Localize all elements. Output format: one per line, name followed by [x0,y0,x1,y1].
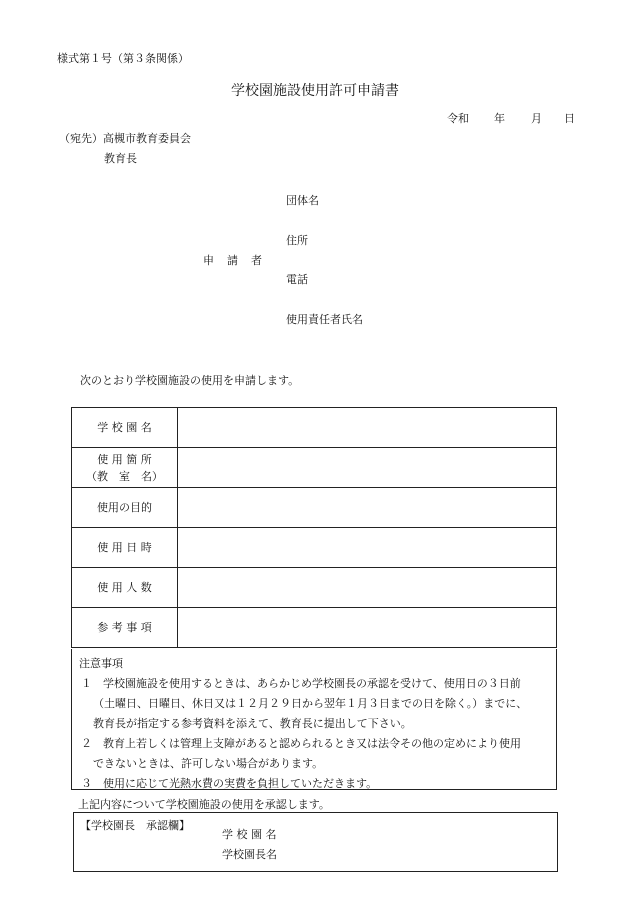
table-row [72,528,557,568]
address-field[interactable]: 住所 [286,234,308,247]
responsible-person-field[interactable]: 使用責任者氏名 [286,313,363,326]
row-label: 使 用 日 時 [72,528,178,568]
row-label: 使 用 人 数 [72,568,178,608]
applicant-label: 申 請 者 [203,254,263,267]
date-year-field[interactable]: 年 [494,112,505,125]
date-day-field[interactable]: 日 [564,112,575,125]
purpose-cell[interactable] [178,488,557,528]
remarks-cell[interactable] [178,608,557,648]
date-era: 令和 [447,112,469,125]
datetime-cell[interactable] [178,528,557,568]
headcount-cell[interactable] [178,568,557,608]
intro-text: 次のとおり学校園施設の使用を申請します。 [80,374,300,387]
notes-heading: 注意事項 [79,657,123,670]
note-line: できないときは、許可しない場合があります。 [93,757,324,770]
school-name-cell[interactable] [178,408,557,448]
approval-box [73,812,558,872]
application-table [71,407,557,648]
row-label: 参 考 事 項 [72,608,178,648]
note-line: ２ 教育上若しくは管理上支障があると認められるとき又は法令その他の定めにより使用 [81,737,521,750]
approval-box-label: 【学校園長 承認欄】 [80,819,190,832]
row-label: 使 用 箇 所 （教 室 名） [72,448,178,488]
group-name-field[interactable]: 団体名 [286,194,319,207]
table-row [72,488,557,528]
row-label: 使用の目的 [72,488,178,528]
form-id: 様式第１号（第３条関係） [57,52,189,65]
table-row [72,568,557,608]
note-line: 教育長が指定する参考資料を添えて、教育長に提出して下さい。 [93,717,412,730]
note-line: １ 学校園施設を使用するときは、あらかじめ学校園長の承認を受けて、使用日の３日前 [81,677,521,690]
note-line: ３ 使用に応じて光熱水費の実費を負担していただきます。 [81,777,378,790]
note-line: （土曜日、日曜日、休日又は１２月２９日から翌年１月３日までの日を除く。）までに、 [93,697,528,710]
phone-field[interactable]: 電話 [286,273,308,286]
approval-principal-name-field[interactable]: 学校園長名 [222,848,277,861]
date-month-field[interactable]: 月 [531,112,542,125]
addressee: （宛先）高槻市教育委員会 [59,132,191,145]
table-row [72,408,557,448]
table-row [72,448,557,488]
notes-box [71,649,557,790]
addressee-title: 教育長 [104,152,137,165]
table-row [72,608,557,648]
approval-school-name-field[interactable]: 学 校 園 名 [222,828,277,841]
location-cell[interactable] [178,448,557,488]
page-title: 学校園施設使用許可申請書 [231,83,399,99]
approval-statement: 上記内容について学校園施設の使用を承認します。 [78,798,330,811]
row-label: 学 校 園 名 [72,408,178,448]
